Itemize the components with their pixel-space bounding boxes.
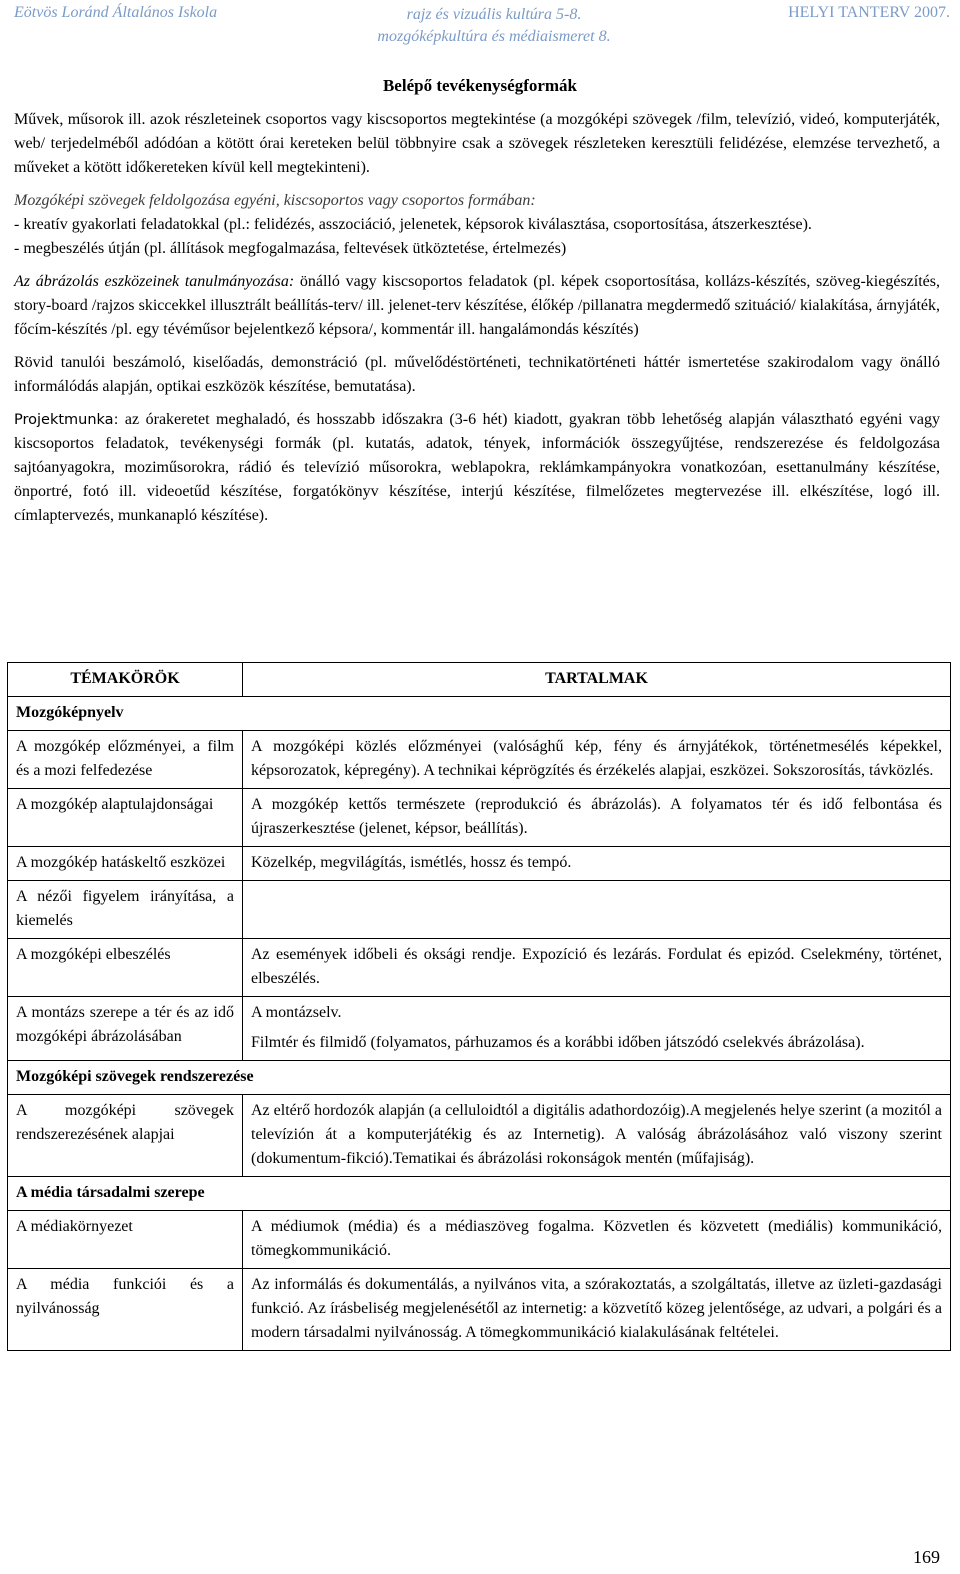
table-row xyxy=(8,1211,951,1269)
content-cell: A mozgóképi közlés előzményei (valósághű kép, fény és árnyjátékok, történetmesélés képekkel, képsorozatok, képregény). A technikai képrögzítés és érzékelés alapjai, eszközei. Sokszorosítás, távközlés. xyxy=(243,731,951,789)
paragraph-project-rest: az órakeretet meghaladó, és hosszabb időszakra (3-6 hét) kiadott, gyakran több lehetőség alapján választható egyéni vagy kiscsoportos feladatok, tevékenységi formák (pl. kutatás, adatok, tények, információk összegyűjtése, rendszerezése és feldolgozása sajtóanyagokra, moziműsorokra, rádió és televízió műsorokra, weblapokra, reklámkampányokra vonatkozóan, esettanulmány készítése, önportré, fotó ill. videoetűd készítése, forgatókönyv készítése, interjú készítése, filmelőzetes megtervezése ill. elkészítése, logó ill. címlaptervezés, munkanapló készítése). xyxy=(14,411,940,524)
table-row xyxy=(8,1095,951,1177)
section-title: Belépő tevékenységformák xyxy=(382,76,578,95)
content-line: A montázselv. xyxy=(251,1004,342,1021)
content-cell: Az eltérő hordozók alapján (a celluloidtól a digitális adathordozóig).A megjelenés helye szerint (a mozitól a televízión át a komputerjátékig és az Internetig). A valóság ábrázolásához való viszony szerint (dokumentum-fikció).Tematikai és ábrázolási rokonságok mentén (műfajiság). xyxy=(243,1095,951,1177)
paragraph-processing-item1: - kreatív gyakorlati feladatokkal (pl.: felidézés, asszociáció, jelenetek, képsorok kiválasztása, csoportosítása, átszerkesztése). xyxy=(14,216,812,233)
table-row xyxy=(8,1269,951,1351)
header-subject xyxy=(354,4,634,48)
table-row xyxy=(8,939,951,997)
table-section-row xyxy=(8,1177,951,1211)
header-subject-line2: mozgóképkultúra és médiaismeret 8. xyxy=(377,28,611,45)
header-school: Eötvös Loránd Általános Iskola xyxy=(14,4,218,21)
page-header xyxy=(14,4,950,48)
topic-cell: A médiakörnyezet xyxy=(8,1211,243,1269)
header-document: HELYI TANTERV 2007. xyxy=(788,4,950,21)
content-cell: A médiumok (média) és a médiaszöveg fogalma. Közvetlen és közvetett (mediális) kommunikáció, tömegkommunikáció. xyxy=(243,1211,951,1269)
table-header-row xyxy=(8,663,951,697)
content-cell xyxy=(243,881,951,939)
table-row xyxy=(8,789,951,847)
topic-cell: A mozgóképi elbeszélés xyxy=(8,939,243,997)
paragraph-processing-item2: - megbeszélés útján (pl. állítások megfogalmazása, feltevések ütköztetése, értelmezés) xyxy=(14,240,567,257)
content-line: Filmtér és filmidő (folyamatos, párhuzamos és a korábbi időben játszódó cselekvés ábrázolása). xyxy=(251,1034,865,1051)
section-media-role: A média társadalmi szerepe xyxy=(8,1177,951,1211)
table-row xyxy=(8,731,951,789)
content-cell: Az informálás és dokumentálás, a nyilvános vita, a szórakoztatás, a szolgáltatás, illetve az üzleti-gazdasági funkció. Az írásbeliség megjelenésétől az internetig: a közvetítő közeg jelentősége, az udvari, a polgári és a modern társadalmi nyilvánosság. A tömegkommunikáció kialakulásának feltételei. xyxy=(243,1269,951,1351)
paragraph-processing-intro: Mozgóképi szövegek feldolgozása egyéni, kiscsoportos vagy csoportos formában: xyxy=(14,192,536,209)
body-text xyxy=(14,108,940,537)
paragraph-project xyxy=(14,408,940,528)
content-cell xyxy=(243,997,951,1061)
topic-cell: A mozgókép hatáskeltő eszközei xyxy=(8,847,243,881)
topics-table xyxy=(7,662,951,1351)
topic-cell: A mozgókép alaptulajdonságai xyxy=(8,789,243,847)
topic-cell: A mozgókép előzményei, a film és a mozi felfedezése xyxy=(8,731,243,789)
topic-cell: A nézői figyelem irányítása, a kiemelés xyxy=(8,881,243,939)
table-row xyxy=(8,881,951,939)
paragraph-report: Rövid tanulói beszámoló, kiselőadás, demonstráció (pl. művelődéstörténeti, technikatörténeti háttér ismertetése szakirodalom vagy önálló informálódás alapján, optikai eszközök készítése, bemutatása). xyxy=(14,354,940,395)
header-subject-line1: rajz és vizuális kultúra 5-8. xyxy=(406,6,582,23)
table-section-row xyxy=(8,697,951,731)
header-topics: TÉMAKÖRÖK xyxy=(8,663,243,697)
topic-cell: A média funkciói és a nyilvánosság xyxy=(8,1269,243,1351)
header-contents: TARTALMAK xyxy=(243,663,951,697)
table-row xyxy=(8,847,951,881)
paragraph-tools xyxy=(14,270,940,342)
content-cell: A mozgókép kettős természete (reprodukció és ábrázolás). A folyamatos tér és idő felbontása és újraszerkesztése (jelenet, képsor, beállítás). xyxy=(243,789,951,847)
paragraph-works: Művek, műsorok ill. azok részleteinek csoportos vagy kiscsoportos megtekintése (a mozgóképi szövegek /film, televízió, videó, komputerjáték, web/ terjedelméből adódóan a kötött órai kereteken belül többnyire csak a szövegek részleteken keresztüli felidézése, elemzése tervezhető, a műveket a kötött időkereteken kívül kell megtekinteni). xyxy=(14,111,940,176)
section-text-classification: Mozgóképi szövegek rendszerezése xyxy=(8,1061,951,1095)
table-row xyxy=(8,997,951,1061)
content-cell: Közelkép, megvilágítás, ismétlés, hossz és tempó. xyxy=(243,847,951,881)
content-cell: Az események időbeli és oksági rendje. Expozíció és lezárás. Fordulat és epizód. Cselekmény, történet, elbeszélés. xyxy=(243,939,951,997)
table-section-row xyxy=(8,1061,951,1095)
paragraph-tools-rest: önálló vagy kiscsoportos feladatok (pl. képek csoportosítása, kollázs-készítés, szöveg-kiegészítés, story-board /rajzos skiccekkel illusztrált beállítás-terv/ ill. jelenet-terv készítése, élőkép /pillanatra megdermedő szituáció/ kialakítása, árnyjáték, főcím-készítés /pl. egy tévéműsor bejelentkező képsora/, kommentár ill. hangalámondás készítés) xyxy=(14,273,940,338)
topic-cell: A montázs szerepe a tér és az idő mozgóképi ábrázolásában xyxy=(8,997,243,1061)
topic-cell: A mozgóképi szövegek rendszerezésének alapjai xyxy=(8,1095,243,1177)
paragraph-project-lead: Projektmunka: xyxy=(14,412,119,428)
page-number: 169 xyxy=(913,1547,940,1567)
section-moving-image-language: Mozgóképnyelv xyxy=(8,697,951,731)
paragraph-tools-lead: Az ábrázolás eszközeinek tanulmányozása: xyxy=(14,273,295,290)
